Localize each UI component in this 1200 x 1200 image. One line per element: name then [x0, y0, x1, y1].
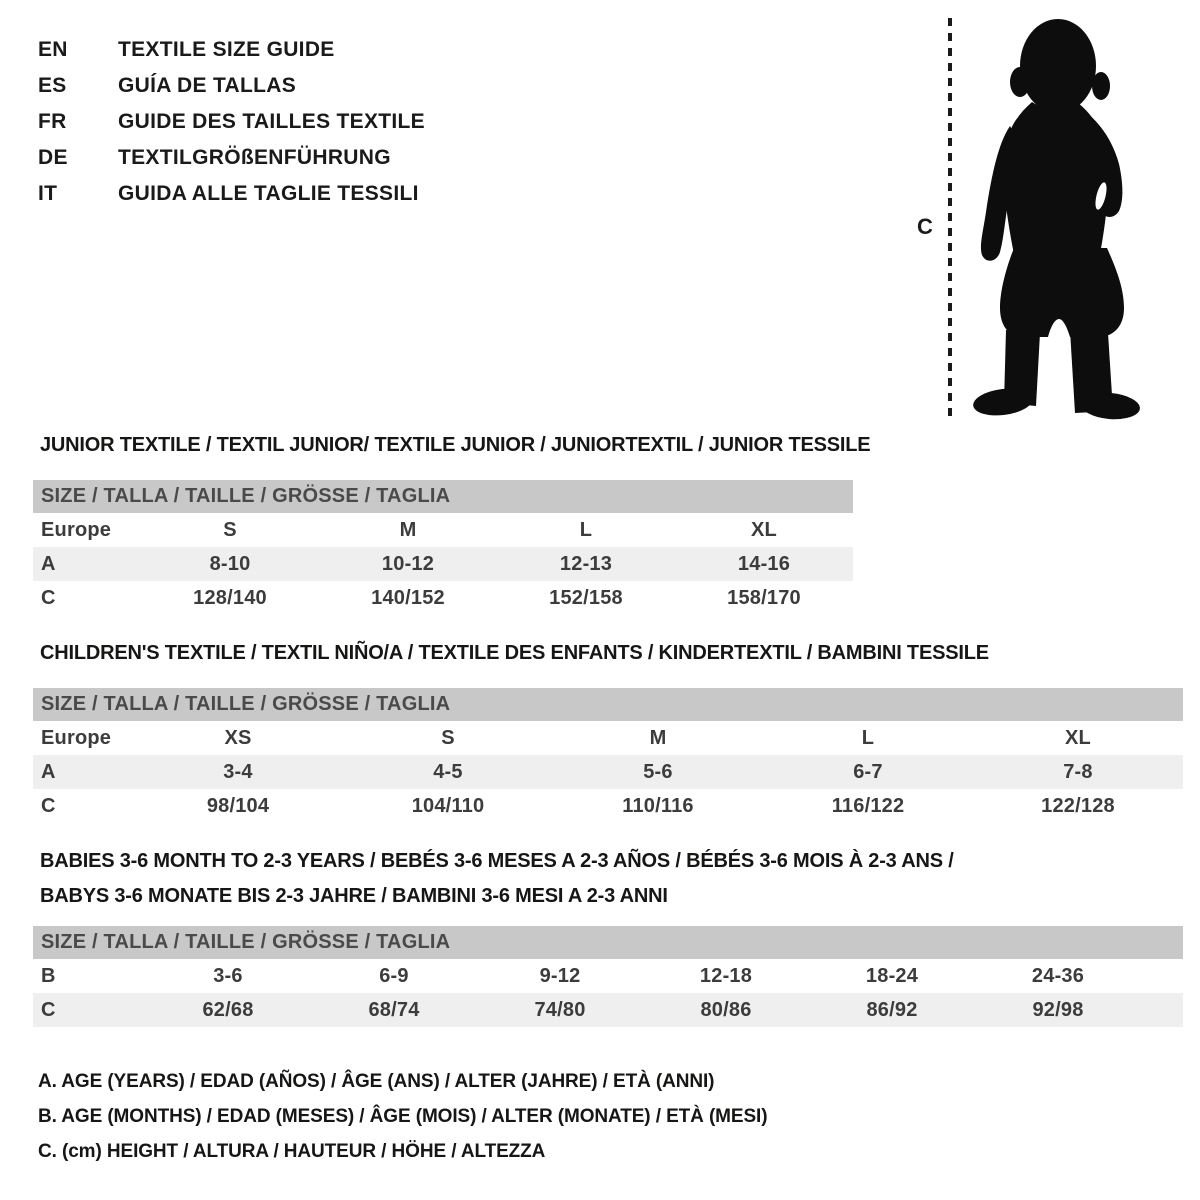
children-size-table [33, 688, 1183, 823]
language-row-en [38, 32, 425, 68]
row-label: Europe [41, 726, 112, 749]
height-marker-label: C [917, 214, 933, 239]
language-code: EN [38, 38, 68, 61]
height-cell: 86/92 [866, 998, 918, 1021]
row-label: C [41, 998, 56, 1021]
size-cell: XL [751, 518, 777, 541]
babies-section-title [40, 844, 954, 914]
language-title-list [38, 32, 425, 212]
size-cell: XS [224, 726, 252, 749]
size-header-label: SIZE / TALLA / TAILLE / GRÖSSE / TAGLIA [41, 485, 451, 507]
age-cell: 12-13 [559, 552, 613, 575]
height-cell: 80/86 [700, 998, 752, 1021]
table-row-height-cm [33, 581, 853, 615]
age-cell: 10-12 [381, 552, 435, 575]
table-row-height-cm [33, 789, 1183, 823]
legend-line-a: A. AGE (YEARS) / EDAD (AÑOS) / ÂGE (ANS) / ALTER (JAHRE) / ETÀ (ANNI) [38, 1071, 715, 1092]
row-label: A [41, 760, 56, 783]
height-cell: 62/68 [202, 998, 254, 1021]
language-row-es [38, 68, 425, 104]
age-cell: 12-18 [699, 964, 753, 987]
table-row-age-months [33, 959, 1183, 993]
language-label: GUIDE DES TAILLES TEXTILE [118, 110, 425, 133]
language-code: DE [38, 146, 68, 169]
age-cell: 4-5 [433, 760, 463, 783]
height-cell: 158/170 [727, 586, 801, 609]
table-row-age-years [33, 755, 1183, 789]
age-cell: 24-36 [1031, 964, 1085, 987]
language-label: TEXTILE SIZE GUIDE [118, 38, 335, 61]
legend-line-c: C. (cm) HEIGHT / ALTURA / HAUTEUR / HÖHE / ALTEZZA [38, 1141, 546, 1162]
junior-size-table [33, 480, 853, 615]
babies-title-line1: BABIES 3-6 MONTH TO 2-3 YEARS / BEBÉS 3-6 MESES A 2-3 AÑOS / BÉBÉS 3-6 MOIS À 2-3 ANS / [40, 850, 954, 872]
age-cell: 5-6 [643, 760, 673, 783]
height-cell: 116/122 [831, 794, 905, 817]
height-cell: 122/128 [1041, 794, 1115, 817]
age-cell: 8-10 [209, 552, 251, 575]
size-cell: S [223, 518, 237, 541]
height-cell: 152/158 [549, 586, 623, 609]
row-label: A [41, 552, 56, 575]
height-cell: 68/74 [368, 998, 420, 1021]
measurement-legend [38, 1064, 767, 1169]
size-cell: S [441, 726, 455, 749]
height-cell: 140/152 [371, 586, 445, 609]
children-table-header [33, 688, 1183, 721]
age-cell: 7-8 [1063, 760, 1093, 783]
height-cell: 74/80 [534, 998, 586, 1021]
babies-table-header [33, 926, 1183, 959]
age-cell: 14-16 [737, 552, 791, 575]
table-row-europe [33, 513, 853, 547]
height-cell: 128/140 [193, 586, 267, 609]
height-cell: 104/110 [411, 794, 485, 817]
language-label: TEXTILGRÖßENFÜHRUNG [118, 146, 391, 169]
children-section-title: CHILDREN'S TEXTILE / TEXTIL NIÑO/A / TEXTILE DES ENFANTS / KINDERTEXTIL / BAMBINI TESSILE [40, 642, 989, 664]
age-cell: 3-6 [213, 964, 243, 987]
junior-table-header [33, 480, 853, 513]
age-cell: 9-12 [539, 964, 581, 987]
size-cell: L [861, 726, 875, 749]
age-cell: 6-9 [379, 964, 409, 987]
size-cell: M [649, 726, 667, 749]
height-cell: 92/98 [1032, 998, 1084, 1021]
size-cell: L [579, 518, 593, 541]
language-label: GUIDA ALLE TAGLIE TESSILI [118, 182, 419, 205]
age-cell: 18-24 [865, 964, 919, 987]
height-measure-dashed-line [948, 18, 952, 418]
age-cell: 3-4 [223, 760, 253, 783]
height-cell: 110/116 [622, 794, 694, 817]
language-code: IT [38, 182, 58, 205]
height-cell: 98/104 [206, 794, 270, 817]
language-code: FR [38, 110, 67, 133]
table-row-age-years [33, 547, 853, 581]
language-code: ES [38, 74, 67, 97]
size-header-label: SIZE / TALLA / TAILLE / GRÖSSE / TAGLIA [41, 931, 451, 953]
language-row-de [38, 140, 425, 176]
row-label: B [41, 964, 56, 987]
language-row-it [38, 176, 425, 212]
row-label: C [41, 586, 56, 609]
babies-size-table [33, 926, 1183, 1027]
size-cell: M [399, 518, 417, 541]
language-row-fr [38, 104, 425, 140]
toddler-silhouette [958, 14, 1143, 424]
size-cell: XL [1065, 726, 1091, 749]
babies-title-line2: BABYS 3-6 MONATE BIS 2-3 JAHRE / BAMBINI 3-6 MESI A 2-3 ANNI [40, 885, 668, 907]
size-header-label: SIZE / TALLA / TAILLE / GRÖSSE / TAGLIA [41, 693, 451, 715]
table-row-height-cm [33, 993, 1183, 1027]
row-label: C [41, 794, 56, 817]
junior-section-title: JUNIOR TEXTILE / TEXTIL JUNIOR/ TEXTILE JUNIOR / JUNIORTEXTIL / JUNIOR TESSILE [40, 434, 871, 456]
row-label: Europe [41, 518, 112, 541]
legend-line-b: B. AGE (MONTHS) / EDAD (MESES) / ÂGE (MOIS) / ALTER (MONATE) / ETÀ (MESI) [38, 1106, 768, 1127]
table-row-europe [33, 721, 1183, 755]
language-label: GUÍA DE TALLAS [118, 74, 297, 97]
age-cell: 6-7 [853, 760, 883, 783]
